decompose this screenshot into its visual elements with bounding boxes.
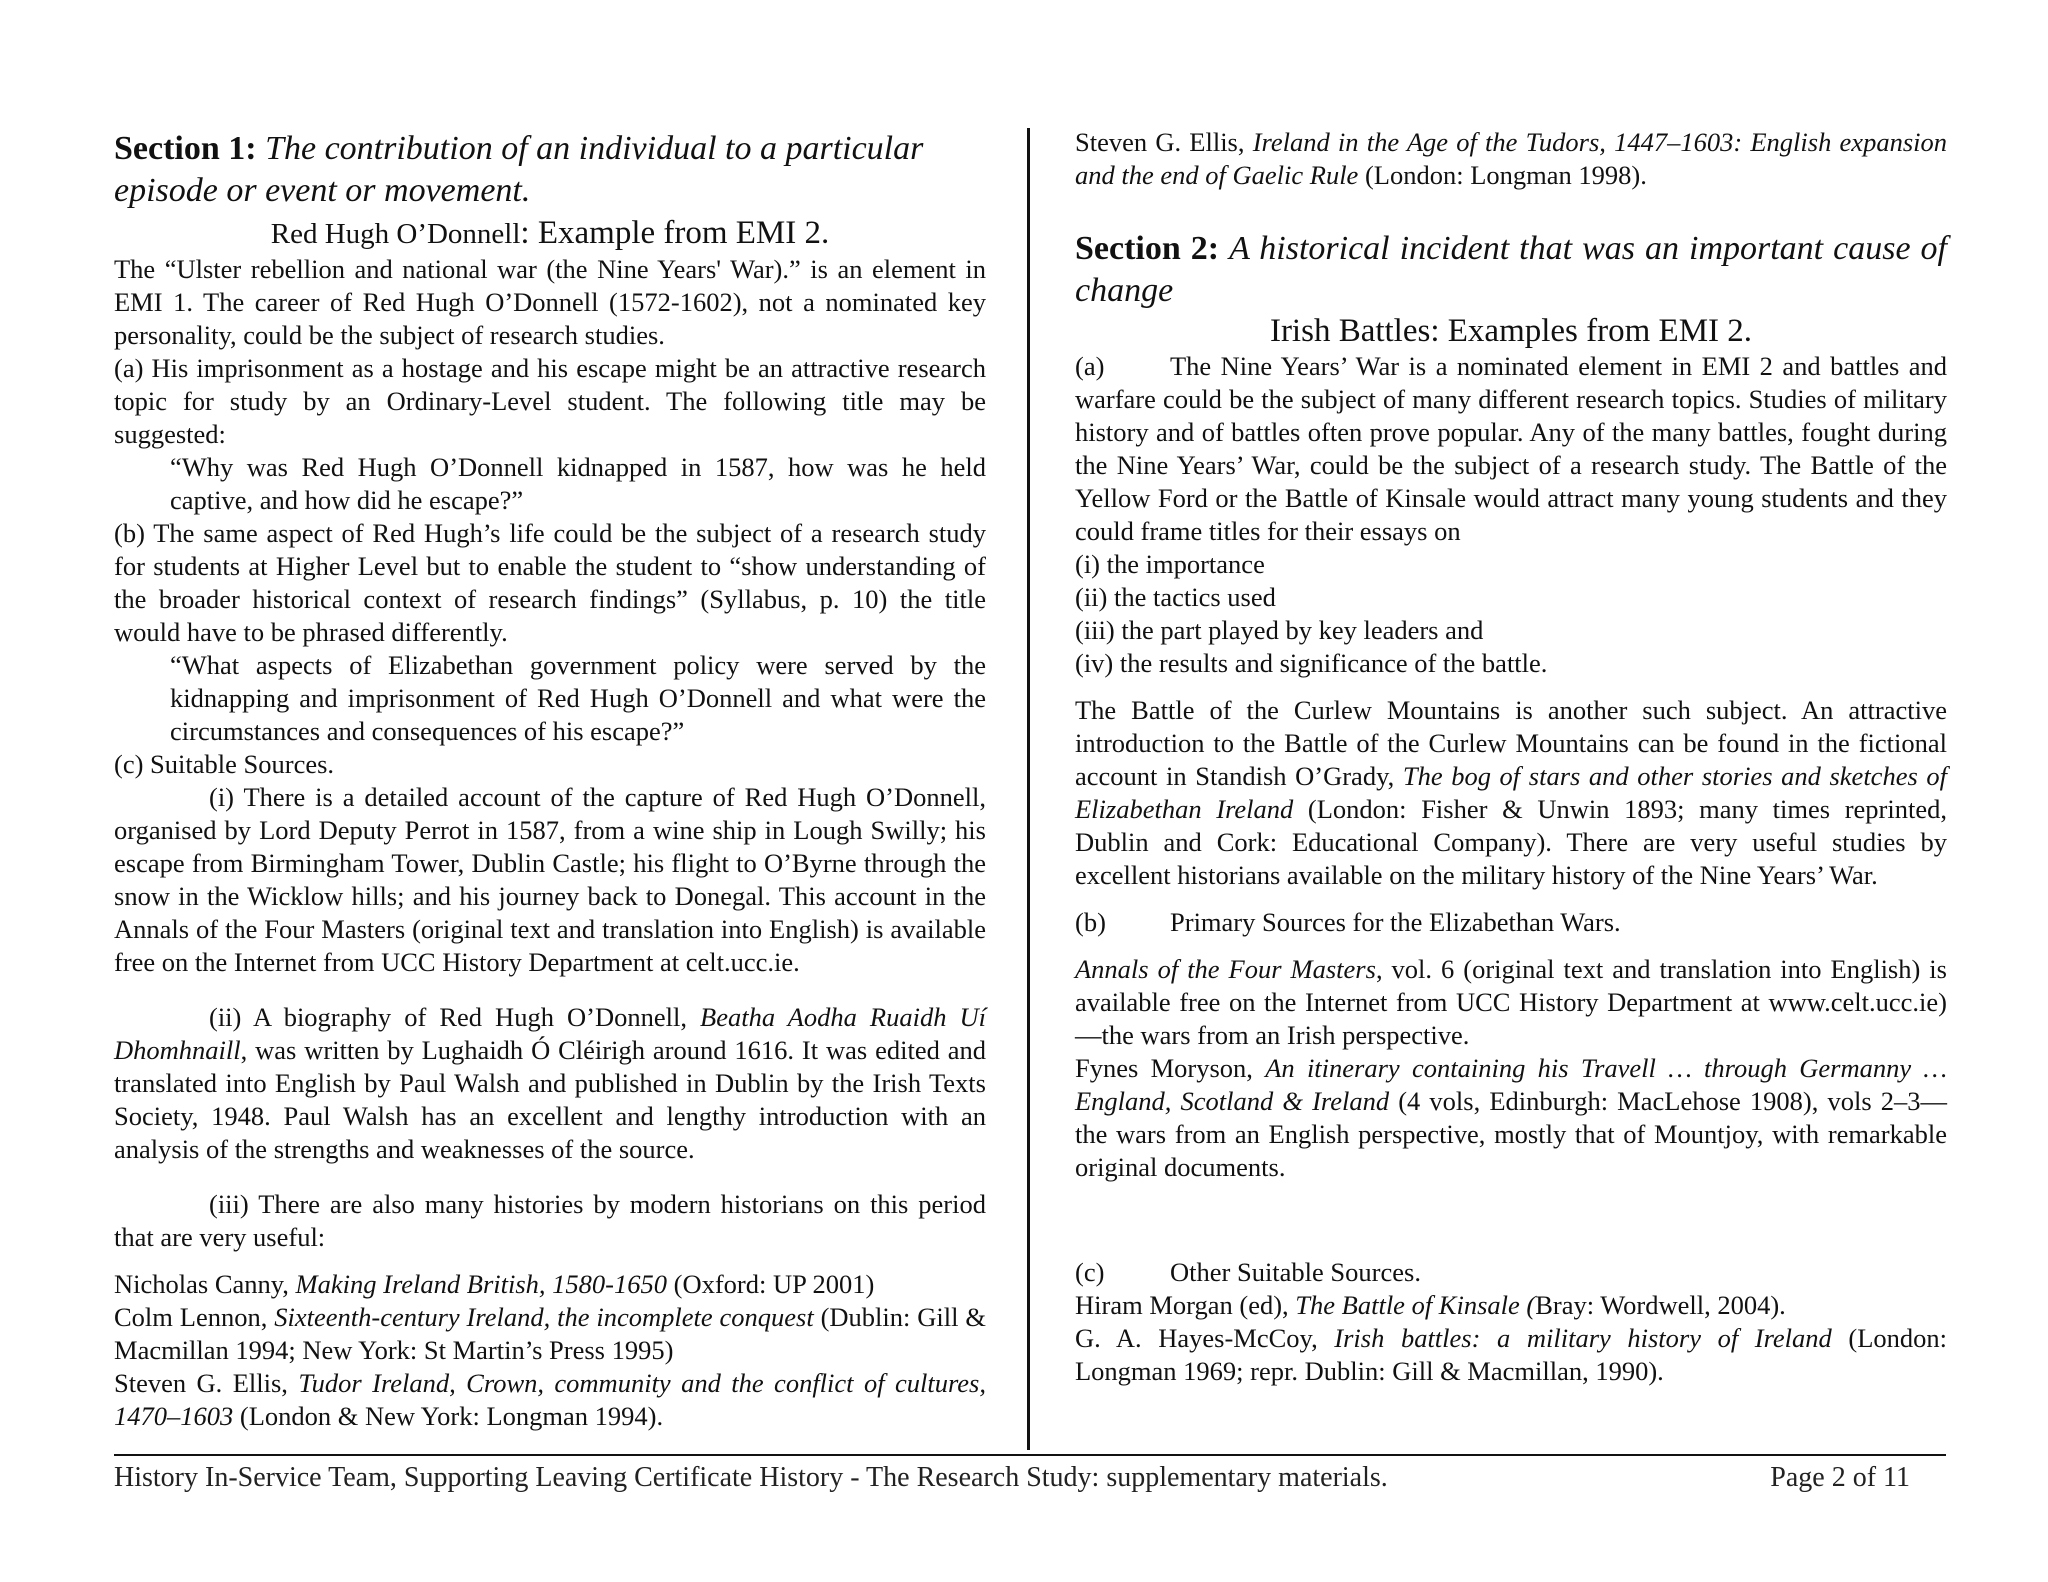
section-2-heading: Section 2: A historical incident that was an important cause of change bbox=[1075, 230, 1947, 309]
reference-ellis-tudor: Steven G. Ellis, Tudor Ireland, Crown, community and the conflict of cultures, 1470–1603 (London & New York: Longman 1994). bbox=[114, 1368, 986, 1431]
quote-ordinary-title: “Why was Red Hugh O’Donnell kidnapped in 1587, how was he held captive, and how did he escape?” bbox=[170, 452, 986, 515]
list-item: (i) the importance bbox=[1075, 549, 1265, 579]
column-divider bbox=[1027, 128, 1030, 1450]
paragraph-b: (b) The same aspect of Red Hugh’s life could be the subject of a research study for students at Higher Level but to enable the student to “show understanding of the broader historical context of research findings” (Syllabus, p. 10) the title would have to be phrased differently. bbox=[114, 518, 986, 647]
footer-rule bbox=[114, 1454, 1946, 1456]
quote-higher-title: “What aspects of Elizabethan government policy were served by the kidnapping and imprisonment of Red Hugh O’Donnell and what were the circumstances and consequences of his escape?” bbox=[170, 650, 986, 746]
reference-canny: Nicholas Canny, Making Ireland British, 1580-1650 (Oxford: UP 2001) bbox=[114, 1269, 875, 1299]
reference-hayes-mccoy: G. A. Hayes-McCoy, Irish battles: a military history of Ireland (London: Longman 1969; repr. Dublin: Gill & Macmillan, 1990). bbox=[1075, 1323, 1948, 1386]
footer-text: History In-Service Team, Supporting Leaving Certificate History - The Research Study: supplementary materials. bbox=[114, 1462, 1388, 1493]
reference-ellis-age: Steven G. Ellis, Ireland in the Age of the Tudors, 1447–1603: English expansion and the end of Gaelic Rule (London: Longman 1998). bbox=[1075, 127, 1947, 190]
paragraph-a: (a) His imprisonment as a hostage and his escape might be an attractive research topic for study by an Ordinary-Level student. The following title may be suggested: bbox=[114, 353, 986, 449]
left-column bbox=[114, 128, 986, 1433]
reference-moryson: Fynes Moryson, An itinerary containing his Travell … through Germanny … England, Scotland & Ireland (4 vols, Edinburgh: MacLehose 1908), vols 2–3—the wars from an English perspective, mostly that of Mountjoy, with remarkable original documents. bbox=[1075, 1053, 1947, 1182]
paragraph-c: (c) Suitable Sources. bbox=[114, 749, 335, 779]
page-number: Page 2 of 11 bbox=[1770, 1462, 1910, 1493]
source-i: (i) There is a detailed account of the capture of Red Hugh O’Donnell, organised by Lord Deputy Perrot in 1587, from a wine ship in Lough Swilly; his escape from Birmingham Tower, Dublin Castle; his flight to O’Byrne through the snow in the Wicklow hills; and his journey back to Donegal. This account in the Annals of the Four Masters (original text and translation into English) is available free on the Internet from UCC History Department at celt.ucc.ie. bbox=[114, 782, 986, 977]
list-item: (iv) the results and significance of the battle. bbox=[1075, 648, 1548, 678]
source-iii: (iii) There are also many histories by modern historians on this period that are very useful: bbox=[114, 1189, 986, 1252]
paragraph-curlew: The Battle of the Curlew Mountains is another such subject. An attractive introduction to the Battle of the Curlew Mountains can be found in the fictional account in Standish O’Grady, The bog of stars and other stories and sketches of Elizabethan Ireland (London: Fisher & Unwin 1893; many times reprinted, Dublin and Cork: Educational Company). There are very useful studies by excellent historians available on the military history of the Nine Years’ War. bbox=[1075, 695, 1947, 890]
reference-lennon: Colm Lennon, Sixteenth-century Ireland, the incomplete conquest (Dublin: Gill & Macmillan 1994; New York: St Martin’s Press 1995) bbox=[114, 1302, 986, 1365]
section-1-subheading: Red Hugh O’Donnell: Example from EMI 2. bbox=[270, 215, 830, 251]
section-1-heading: Section 1: The contribution of an individual to a particular episode or event or movement. bbox=[114, 130, 924, 209]
right-column bbox=[1075, 128, 1947, 1388]
list-item: (iii) the part played by key leaders and bbox=[1075, 615, 1484, 645]
source-ii: (ii) A biography of Red Hugh O’Donnell, Beatha Aodha Ruaidh Uí Dhomhnaill, was written by Lughaidh Ó Cléirigh around 1616. It was edited and translated into English by Paul Walsh and published in Dublin by the Irish Texts Society, 1948. Paul Walsh has an excellent and lengthy introduction with an analysis of the strengths and weaknesses of the source. bbox=[114, 1002, 986, 1164]
section-2-subheading: Irish Battles: Examples from EMI 2. bbox=[1269, 313, 1753, 349]
paragraph-battles-a: (a) The Nine Years’ War is a nominated element in EMI 2 and battles and warfare could be the subject of many different research topics. Studies of military history and of battles often prove popular. Any of the many battles, fought during the Nine Years’ War, could be the subject of a research study. The Battle of the Yellow Ford or the Battle of Kinsale would attract many young students and they could frame titles for their essays on bbox=[1075, 351, 1947, 546]
reference-annals: Annals of the Four Masters, vol. 6 (original text and translation into English) is available free on the Internet from UCC History Department at www.celt.ucc.ie)—the wars from an Irish perspective. bbox=[1075, 954, 1947, 1050]
list-item: (ii) the tactics used bbox=[1075, 582, 1276, 612]
reference-morgan: Hiram Morgan (ed), The Battle of Kinsale (Bray: Wordwell, 2004). bbox=[1075, 1290, 1786, 1320]
page-footer bbox=[114, 1458, 1934, 1498]
intro-paragraph: The “Ulster rebellion and national war (the Nine Years' War).” is an element in EMI 1. The career of Red Hugh O’Donnell (1572-1602), not a nominated key personality, could be the subject of research studies. bbox=[114, 254, 986, 350]
paragraph-battles-b: (b) Primary Sources for the Elizabethan Wars. bbox=[1075, 907, 1621, 937]
paragraph-battles-c: (c) Other Suitable Sources. bbox=[1075, 1257, 1421, 1287]
